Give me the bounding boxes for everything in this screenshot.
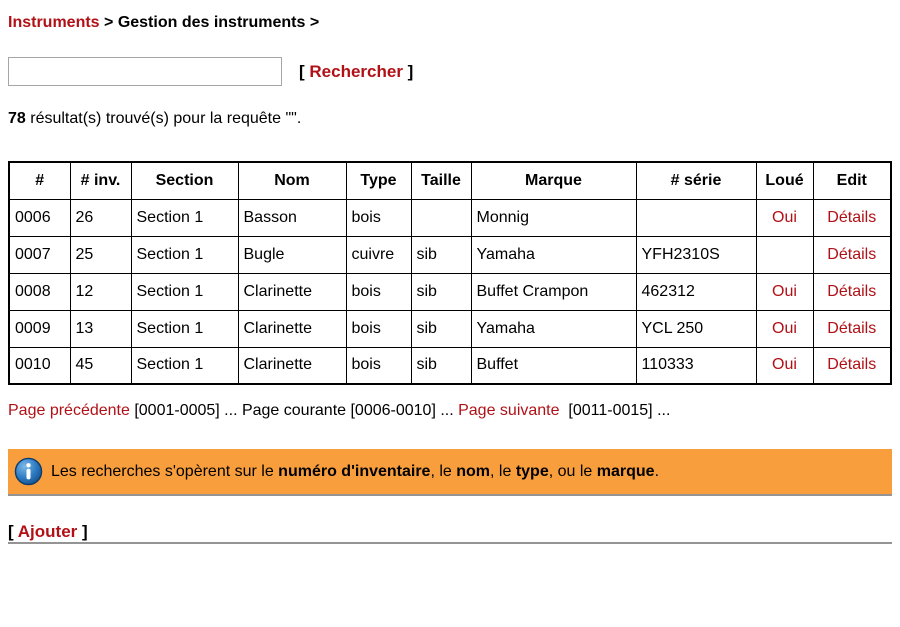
details-link[interactable]: Détails: [827, 319, 877, 337]
info-message-part: .: [654, 462, 660, 480]
close-bracket: ]: [402, 61, 414, 81]
cell-serie: YCL 250: [636, 310, 756, 347]
cell-taille: [411, 199, 471, 236]
cell-type: cuivre: [346, 236, 411, 273]
divider-bottom: [8, 542, 892, 544]
info-message-part: type: [515, 462, 549, 480]
cell-type: bois: [346, 310, 411, 347]
rechercher-button[interactable]: [299, 62, 413, 82]
cell-inv: 13: [70, 310, 131, 347]
cell-nom: Clarinette: [238, 347, 346, 384]
cell-inv: 12: [70, 273, 131, 310]
cell-num: 0006: [9, 199, 70, 236]
info-message-part: numéro d'inventaire: [278, 462, 431, 480]
cell-section: Section 1: [131, 199, 238, 236]
cell-edit: [813, 347, 891, 384]
column-header: Marque: [471, 162, 636, 199]
cell-section: Section 1: [131, 236, 238, 273]
cell-inv: 26: [70, 199, 131, 236]
table-row: [9, 273, 891, 310]
cell-loue: Oui: [756, 347, 813, 384]
open-bracket: [: [8, 522, 18, 541]
table-row: [9, 310, 891, 347]
cell-edit: [813, 199, 891, 236]
cell-marque: Monnig: [471, 199, 636, 236]
table-row: [9, 347, 891, 384]
cell-taille: sib: [411, 236, 471, 273]
cell-marque: Buffet Crampon: [471, 273, 636, 310]
open-bracket: [: [299, 61, 310, 81]
column-header: Taille: [411, 162, 471, 199]
pagination: [8, 402, 892, 420]
cell-inv: 25: [70, 236, 131, 273]
cell-marque: Yamaha: [471, 310, 636, 347]
result-count: 78: [8, 110, 26, 127]
cell-serie: 462312: [636, 273, 756, 310]
results-summary: [8, 110, 892, 128]
info-message-part: nom: [456, 462, 491, 480]
details-link[interactable]: Détails: [827, 356, 877, 374]
cell-nom: Clarinette: [238, 273, 346, 310]
ajouter-button[interactable]: [8, 522, 88, 541]
column-header: Loué: [756, 162, 813, 199]
cell-serie: [636, 199, 756, 236]
info-icon: [14, 457, 43, 486]
cell-marque: Buffet: [471, 347, 636, 384]
table-row: [9, 199, 891, 236]
cell-edit: [813, 236, 891, 273]
cell-serie: 110333: [636, 347, 756, 384]
info-message-part: , ou le: [548, 462, 597, 480]
cell-num: 0010: [9, 347, 70, 384]
pagination-text: [0011-0015] ...: [559, 402, 671, 419]
table-row: [9, 236, 891, 273]
cell-type: bois: [346, 199, 411, 236]
divider-top: [8, 494, 892, 496]
rechercher-label: Rechercher: [309, 61, 403, 81]
search-input[interactable]: [8, 57, 282, 86]
cell-taille: sib: [411, 273, 471, 310]
page-suivante-link[interactable]: Page suivante: [458, 402, 560, 419]
column-header: #: [9, 162, 70, 199]
info-message-part: , le: [490, 462, 516, 480]
details-link[interactable]: Détails: [827, 208, 877, 226]
pagination-text: [0001-0005] ... Page courante [0006-0010] ...: [129, 402, 459, 419]
info-message-part: Les recherches s'opèrent sur le: [51, 462, 279, 480]
breadcrumb: [8, 14, 892, 32]
cell-edit: [813, 273, 891, 310]
cell-nom: Bugle: [238, 236, 346, 273]
ajouter-row: [8, 522, 892, 542]
cell-marque: Yamaha: [471, 236, 636, 273]
cell-inv: 45: [70, 347, 131, 384]
cell-num: 0008: [9, 273, 70, 310]
cell-section: Section 1: [131, 310, 238, 347]
ajouter-label: Ajouter: [17, 522, 78, 541]
cell-taille: sib: [411, 347, 471, 384]
column-header: Section: [131, 162, 238, 199]
result-text: résultat(s) trouvé(s) pour la requête "".: [25, 110, 302, 127]
cell-serie: YFH2310S: [636, 236, 756, 273]
info-message-part: , le: [430, 462, 457, 480]
cell-num: 0009: [9, 310, 70, 347]
cell-loue: [756, 236, 813, 273]
cell-type: bois: [346, 273, 411, 310]
cell-loue: Oui: [756, 310, 813, 347]
info-message-part: marque: [596, 462, 655, 480]
table-header-row: [9, 162, 891, 199]
cell-loue: Oui: [756, 273, 813, 310]
cell-section: Section 1: [131, 347, 238, 384]
breadcrumb-current: > Gestion des instruments >: [99, 14, 320, 31]
column-header: # inv.: [70, 162, 131, 199]
info-box: [8, 449, 892, 494]
cell-type: bois: [346, 347, 411, 384]
details-link[interactable]: Détails: [827, 282, 877, 300]
cell-loue: Oui: [756, 199, 813, 236]
column-header: # série: [636, 162, 756, 199]
cell-nom: Basson: [238, 199, 346, 236]
close-bracket: ]: [77, 522, 88, 541]
info-message: [51, 463, 659, 481]
cell-nom: Clarinette: [238, 310, 346, 347]
cell-num: 0007: [9, 236, 70, 273]
column-header: Edit: [813, 162, 891, 199]
search-row: [8, 57, 892, 86]
cell-taille: sib: [411, 310, 471, 347]
details-link[interactable]: Détails: [827, 245, 877, 263]
column-header: Nom: [238, 162, 346, 199]
cell-edit: [813, 310, 891, 347]
column-header: Type: [346, 162, 411, 199]
page-precedente-link[interactable]: Page précédente: [8, 402, 130, 419]
breadcrumb-instruments-link[interactable]: Instruments: [8, 14, 100, 31]
cell-section: Section 1: [131, 273, 238, 310]
instruments-table: [8, 161, 892, 385]
instrument-table-body: [9, 199, 891, 384]
